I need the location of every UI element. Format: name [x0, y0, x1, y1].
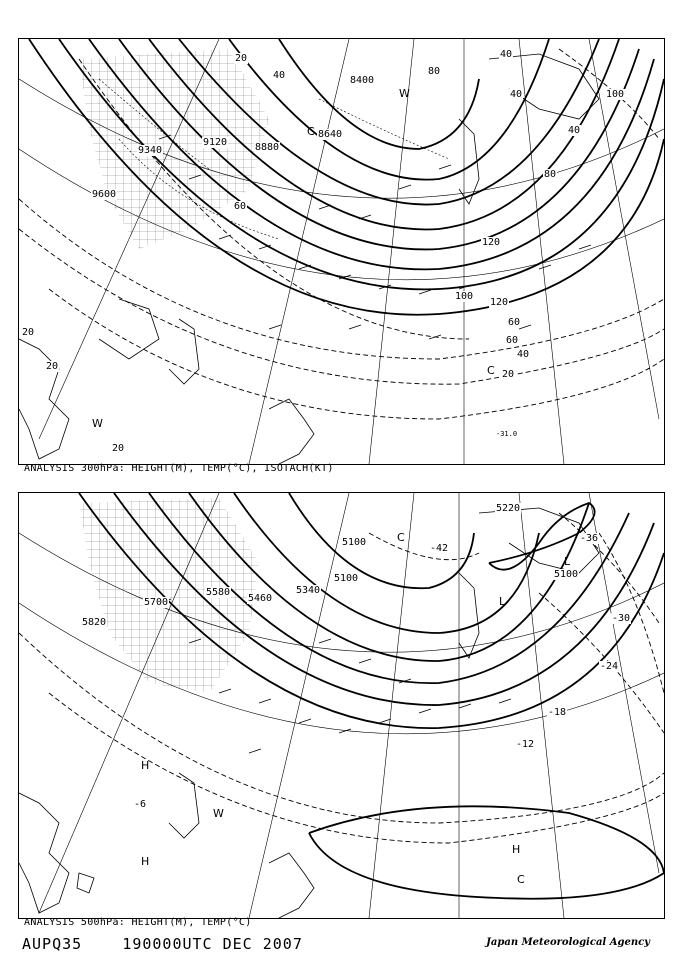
isotach-label: 40: [568, 125, 581, 136]
height-label: 5820: [82, 617, 107, 628]
cold-symbol: C: [487, 364, 495, 377]
height-label: 5100: [334, 573, 359, 584]
temp-label: -30: [612, 613, 631, 624]
height-label: 9340: [138, 145, 163, 156]
isotach-label: 100: [455, 291, 474, 302]
hatched-region: [79, 49, 269, 249]
isotach-label: 40: [273, 70, 286, 81]
high-symbol: H: [141, 855, 150, 868]
low-symbol: L: [564, 555, 571, 568]
map-panel-500hpa: [18, 492, 665, 919]
height-label: 8880: [255, 142, 280, 153]
cold-symbol: C: [397, 531, 405, 544]
isotach-label: 120: [490, 297, 509, 308]
isotach-label: 80: [544, 169, 557, 180]
temp-label: -18: [548, 707, 567, 718]
isotach-label: 40: [500, 49, 513, 60]
bulletin-datetime: 190000UTC DEC 2007: [122, 935, 303, 953]
caption-500hpa: ANALYSIS 500hPa: HEIGHT(M), TEMP(°C): [24, 917, 252, 928]
low-symbol: L: [499, 595, 506, 608]
map-panel-300hpa: [18, 38, 665, 465]
warm-symbol: W: [92, 417, 103, 430]
isotach-label: 20: [112, 443, 125, 454]
height-label: 5700: [144, 597, 169, 608]
isotach-label: 100: [606, 89, 625, 100]
isotach-label: 20: [22, 327, 35, 338]
isotach-label: 20: [502, 369, 515, 380]
bulletin-header: [22, 935, 303, 953]
isotach-label: 20: [235, 53, 248, 64]
map-300hpa-chart: [19, 39, 664, 464]
hatched-region: [79, 498, 259, 693]
isotach-label: 60: [508, 317, 521, 328]
height-label: 5580: [206, 587, 231, 598]
isotach-label: 40: [517, 349, 530, 360]
isotach-label: 60: [234, 201, 247, 212]
temp-label: -12: [516, 739, 535, 750]
isotach-label: 40: [510, 89, 523, 100]
cold-symbol: C: [517, 873, 525, 886]
temp-label: -6: [134, 799, 147, 810]
cold-symbol: C: [307, 125, 315, 138]
temp-label: -31.0: [496, 430, 518, 438]
height-label: 8640: [318, 129, 343, 140]
agency-name: Japan Meteorological Agency: [486, 937, 650, 948]
caption-300hpa: ANALYSIS 300hPa: HEIGHT(M), TEMP(°C), ISOTACH(KT): [24, 463, 334, 474]
isotach-label: 20: [46, 361, 59, 372]
temp-label: -24: [600, 661, 619, 672]
isotach-label: 60: [506, 335, 519, 346]
height-label: 5460: [248, 593, 273, 604]
isotach-label: 80: [428, 66, 441, 77]
height-label: 5220: [496, 503, 521, 514]
high-symbol: H: [141, 759, 150, 772]
height-label: 9120: [203, 137, 228, 148]
temp-label: -36: [580, 533, 599, 544]
height-label: 8400: [350, 75, 375, 86]
high-symbol: H: [512, 843, 521, 856]
isotach-label: 120: [482, 237, 501, 248]
bulletin-code: AUPQ35: [22, 935, 83, 953]
height-label: 5100: [554, 569, 579, 580]
warm-symbol: W: [399, 87, 410, 100]
warm-symbol: W: [213, 807, 224, 820]
height-label: 5100: [342, 537, 367, 548]
temp-label: -42: [430, 543, 449, 554]
height-label: 5340: [296, 585, 321, 596]
height-label: 9600: [92, 189, 117, 200]
